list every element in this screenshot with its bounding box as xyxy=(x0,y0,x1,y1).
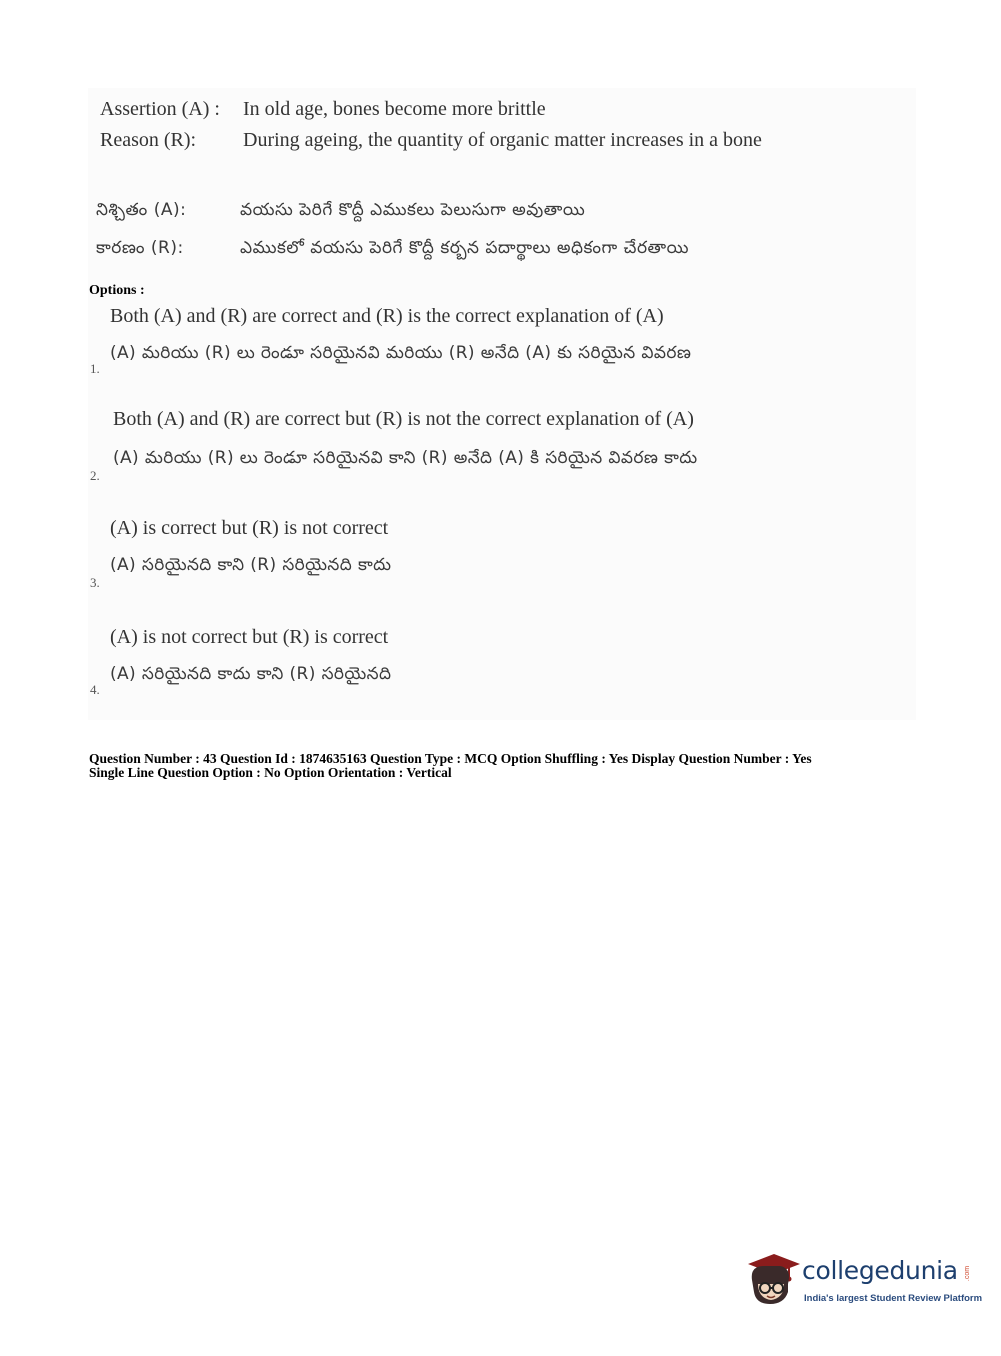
question-meta-line-2: Single Line Question Option : No Option Orientation : Vertical xyxy=(89,765,452,780)
option-2-text[interactable]: Both (A) and (R) are correct but (R) is not the correct explanation of (A) xyxy=(113,408,694,430)
assertion-text-te: వయసు పెరిగే కొద్దీ ఎముకలు పెలుసుగా అవుతాయి xyxy=(240,200,586,220)
option-4-number: 4. xyxy=(90,682,100,697)
option-1-text[interactable]: Both (A) and (R) are correct and (R) is the correct explanation of (A) xyxy=(110,305,664,327)
assertion-text: In old age, bones become more brittle xyxy=(243,98,546,120)
option-2-text-te[interactable]: (A) మరియు (R) లు రెండూ సరియైనవి కాని (R) అనేది (A) కి సరియైన వివరణ కాదు xyxy=(113,448,698,468)
logo-tagline: India's largest Student Review Platform xyxy=(804,1293,983,1304)
student-mascot-icon xyxy=(744,1250,802,1312)
option-4-text[interactable]: (A) is not correct but (R) is correct xyxy=(110,626,389,648)
option-3-text-te[interactable]: (A) సరియైనది కాని (R) సరియైనది కాదు xyxy=(110,555,392,575)
option-1-text-te[interactable]: (A) మరియు (R) లు రెండూ సరియైనవి మరియు (R) అనేది (A) కు సరియైన వివరణ xyxy=(110,343,692,363)
question-meta-line-1: Question Number : 43 Question Id : 1874635163 Question Type : MCQ Option Shuffling : Yes Display Question Number : Yes xyxy=(89,751,812,766)
assertion-label-te: నిశ్చితం (A): xyxy=(96,200,187,220)
reason-label: Reason (R): xyxy=(100,129,197,151)
option-3-number: 3. xyxy=(90,575,100,590)
options-heading: Options : xyxy=(89,283,145,298)
assertion-label: Assertion (A) : xyxy=(100,98,220,120)
logo-domain-suffix: .com xyxy=(964,1265,972,1282)
option-3-text[interactable]: (A) is correct but (R) is not correct xyxy=(110,517,389,539)
option-2-number: 2. xyxy=(90,468,100,483)
option-4-text-te[interactable]: (A) సరియైనది కాదు కాని (R) సరియైనది xyxy=(110,664,392,684)
reason-text: During ageing, the quantity of organic matter increases in a bone xyxy=(243,129,762,151)
reason-text-te: ఎముకలో వయసు పెరిగే కొద్దీ కర్బన పదార్థాలు అధికంగా చేరతాయి xyxy=(240,238,689,258)
reason-label-te: కారణం (R): xyxy=(96,238,184,258)
logo-wordmark: collegedunia xyxy=(802,1256,958,1285)
option-1-number: 1. xyxy=(90,361,100,376)
collegedunia-logo xyxy=(744,1250,983,1312)
